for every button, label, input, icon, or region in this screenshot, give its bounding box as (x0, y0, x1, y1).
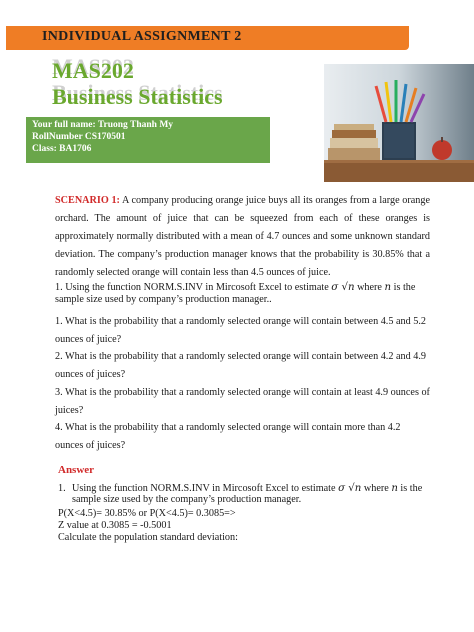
question-4: 3. What is the probability that a randomly selected orange will contain at least 4.9 ounces of juices? (55, 387, 430, 416)
answer-item-text-b: where (361, 483, 392, 494)
n-symbol: n (384, 282, 392, 293)
answer-line-z-value: Z value at 0.3085 = -0.5001 (58, 520, 172, 531)
answer-item-text-a: Using the function NORM.S.INV in Mircosoft Excel to estimate (72, 483, 339, 494)
answer-n-symbol: n (391, 483, 398, 494)
banner-title: INDIVIDUAL ASSIGNMENT 2 (42, 29, 242, 44)
answer-line-std-dev: Calculate the population standard deviation: (58, 532, 238, 543)
answer-item-number: 1. (58, 483, 66, 494)
scenario-text: A company producing orange juice buys all its oranges from a large orange orchard. The amount of juice that can be squeezed from each of these oranges is approximately normally distributed with a mean of 4.7 ounces and some unknown standard deviation. The company’s production manager knows that the probability is 30.85% that a randomly selected orange will contain less than 4.5 ounces of juice. (55, 195, 430, 278)
scenario-label: SCENARIO 1: (55, 195, 120, 206)
answer-heading: Answer (58, 464, 95, 476)
answer-item-1 (58, 483, 430, 505)
question-5: 4. What is the probability that a randomly selected orange will contain more than 4.2 ounces of juices? (55, 422, 401, 451)
question-1 (55, 282, 430, 306)
answer-item-text-c: is the sample size used by the company’s production manager. (72, 483, 423, 505)
scenario-paragraph (55, 192, 430, 282)
sigma-over-root-n: σ √n (331, 282, 355, 293)
student-info-box (26, 117, 270, 163)
answer-line-probability: P(X<4.5)= 30.85% or P(X<4.5)= 0.3085=> (58, 508, 236, 519)
student-class: Class: BA1706 (32, 144, 92, 154)
course-code: MAS202 (52, 58, 134, 83)
question-3: 2. What is the probability that a randomly selected orange will contain between 4.2 and 4.9 ounces of juices? (55, 351, 426, 380)
student-roll-number: RollNumber CS170501 (32, 132, 126, 142)
course-name: Business Statistics (52, 84, 223, 109)
question-2: 1. What is the probability that a randomly selected orange will contain between 4.5 and 5.2 ounces of juice? (55, 316, 426, 345)
answer-sigma-over-root-n: σ √n (338, 483, 362, 494)
student-name: Your full name: Truong Thanh My (32, 120, 174, 130)
title-banner (6, 26, 409, 50)
question-1-text-c: is the sample size used by company’s production manager.. (55, 282, 416, 305)
books-pencils-photo (324, 64, 474, 182)
question-1-text-a: 1. Using the function NORM.S.INV in Mircosoft Excel to estimate (55, 282, 332, 293)
question-1-text-b: where (354, 282, 385, 293)
